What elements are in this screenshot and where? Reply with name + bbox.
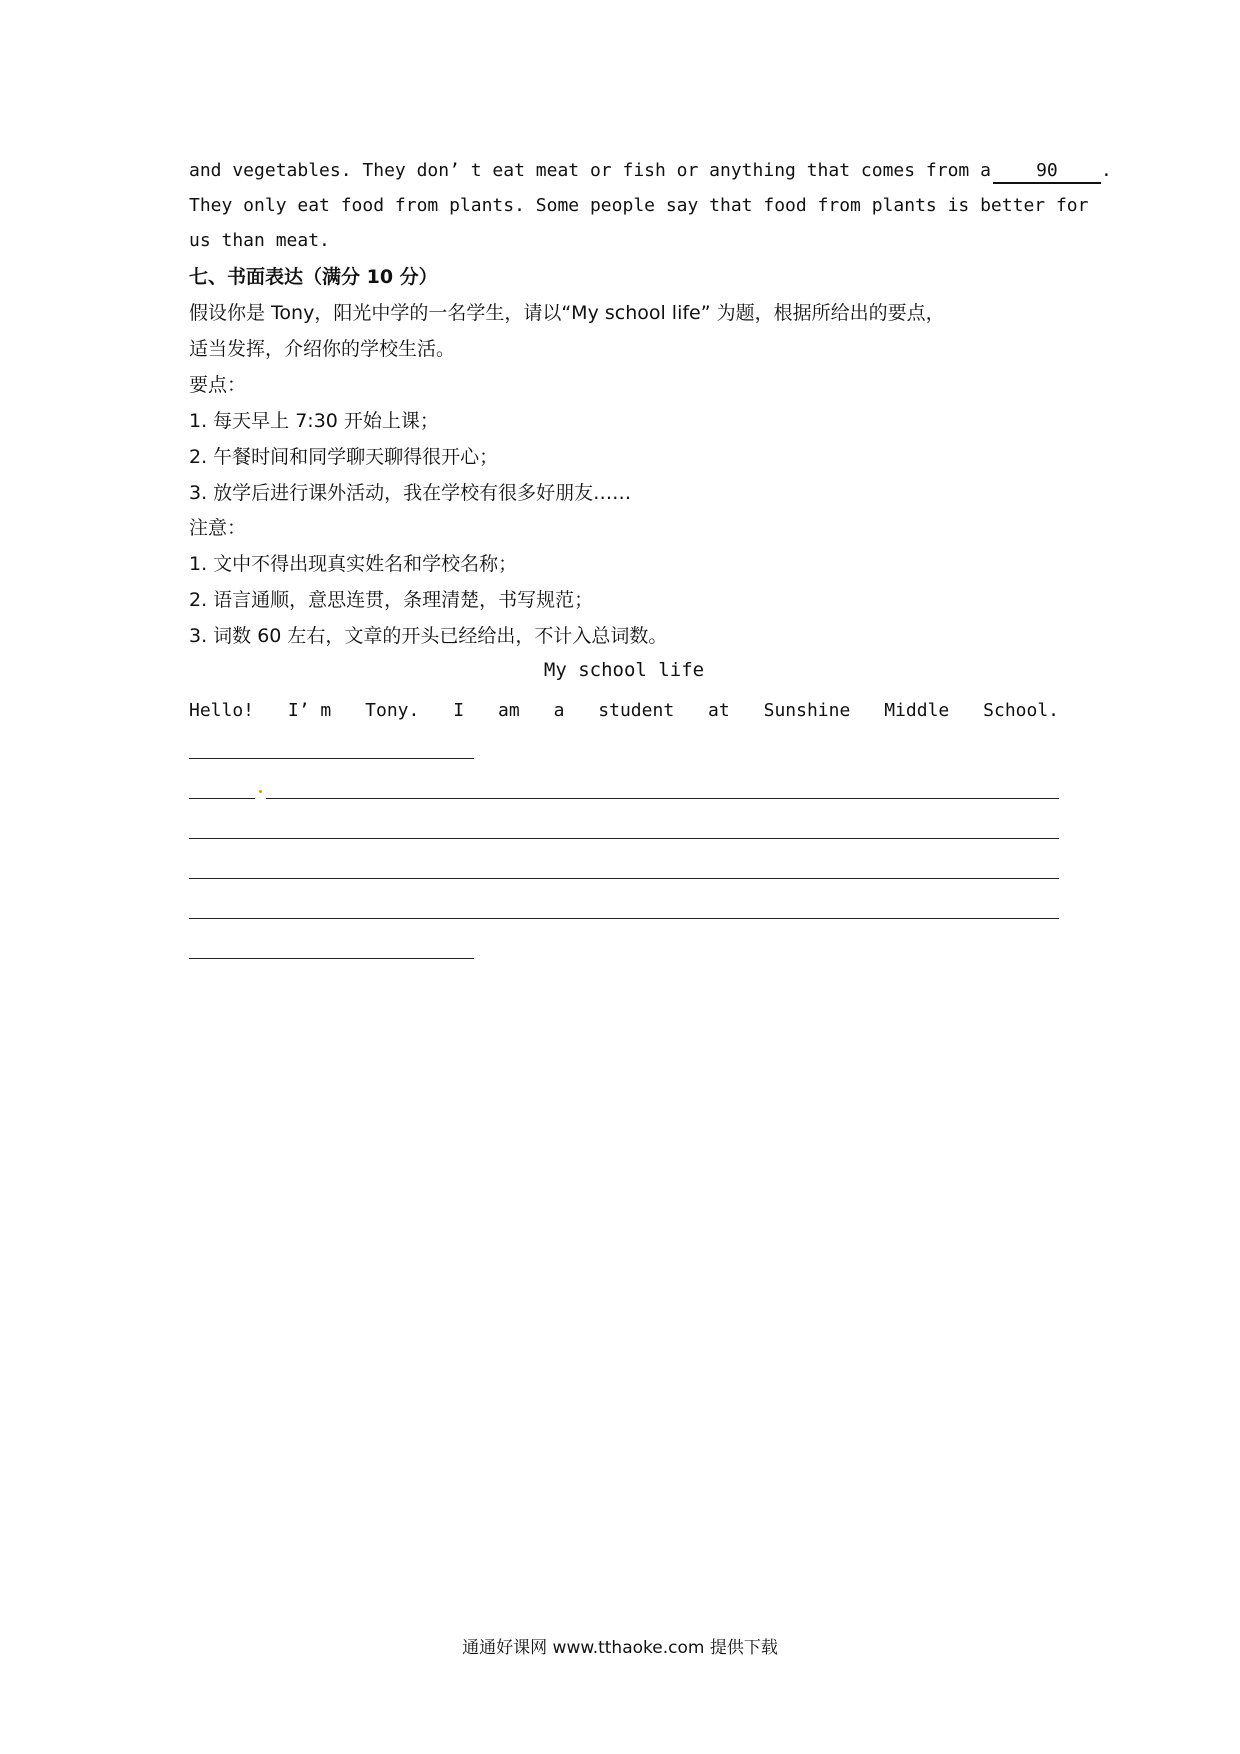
point-item: 1. 每天早上 7:30 开始上课； bbox=[189, 410, 439, 432]
blank-90: 90 bbox=[993, 160, 1101, 184]
note-item: 1. 文中不得出现真实姓名和学校名称； bbox=[189, 553, 518, 575]
essay-word: Sunshine bbox=[763, 700, 851, 721]
essay-word: at bbox=[708, 700, 730, 721]
essay-title: My school life bbox=[543, 659, 705, 681]
writing-line-segment bbox=[189, 798, 255, 799]
page-footer: 通通好课网 www.tthaoke.com 提供下载 bbox=[462, 1638, 778, 1658]
passage-line-1 bbox=[189, 158, 1112, 184]
essay-word: School. bbox=[983, 700, 1059, 721]
essay-opening-line bbox=[189, 698, 1059, 724]
point-item: 2. 午餐时间和同学聊天聊得很开心； bbox=[189, 446, 499, 468]
prompt-line-1: 假设你是 Tony，阳光中学的一名学生，请以“My school life” 为题，根据所给出的要点， bbox=[189, 302, 945, 324]
writing-line bbox=[189, 918, 1059, 919]
writing-line bbox=[266, 798, 1059, 799]
point-item: 3. 放学后进行课外活动，我在学校有很多好朋友…… bbox=[189, 482, 632, 504]
writing-line-short bbox=[189, 958, 474, 959]
essay-word: Middle bbox=[884, 700, 950, 721]
essay-word: am bbox=[497, 700, 520, 721]
essay-word: Tony. bbox=[365, 700, 420, 721]
writing-line-short bbox=[189, 758, 474, 759]
essay-word: I’ m bbox=[287, 700, 332, 721]
essay-word: a bbox=[553, 700, 565, 721]
points-label: 要点： bbox=[189, 374, 247, 396]
passage-line-1-text: and vegetables. They don’ t eat meat or fish or anything that comes from a bbox=[189, 160, 991, 181]
essay-word: Hello! bbox=[189, 700, 255, 721]
passage-line-2: They only eat food from plants. Some people say that food from plants is better for bbox=[189, 195, 1089, 216]
prompt-line-2: 适当发挥，介绍你的学校生活。 bbox=[189, 338, 456, 360]
note-item: 2. 语言通顺，意思连贯，条理清楚，书写规范； bbox=[189, 589, 594, 611]
passage-line-3: us than meat. bbox=[189, 230, 330, 251]
essay-word: student bbox=[598, 700, 675, 721]
essay-word: I bbox=[453, 700, 465, 721]
writing-line bbox=[189, 878, 1059, 879]
passage-line-1-end: . bbox=[1100, 160, 1112, 181]
section-heading: 七、书面表达（满分 10 分） bbox=[189, 266, 438, 288]
stray-mark bbox=[259, 790, 262, 793]
note-item: 3. 词数 60 左右，文章的开头已经给出，不计入总词数。 bbox=[189, 625, 668, 647]
notes-label: 注意： bbox=[189, 517, 247, 539]
writing-line bbox=[189, 838, 1059, 839]
